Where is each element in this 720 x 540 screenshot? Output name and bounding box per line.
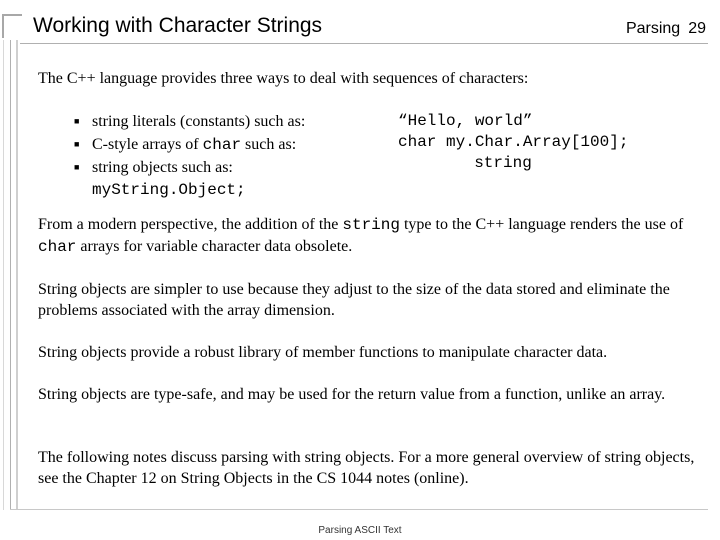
intro-text: The C++ language provides three ways to deal with sequences of characters:	[38, 70, 529, 87]
bullet-list	[74, 111, 305, 201]
section-header	[626, 19, 706, 39]
paragraph-following-notes: The following notes discuss parsing with string objects. For a more general overview of string objects, see the Chapter 12 on String Objects in the CS 1044 notes (online).	[38, 449, 695, 487]
intro-paragraph	[38, 68, 698, 89]
square-bullet-icon: ■	[74, 162, 80, 172]
paragraph-modern-perspective: From a modern perspective, the addition of the string type to the C++ language renders the use of char arrays for variable character data obsolete.	[38, 216, 684, 256]
left-margin-bar	[10, 40, 18, 510]
list-item	[74, 157, 305, 180]
square-bullet-icon: ■	[74, 139, 80, 149]
paragraph-library: String objects provide a robust library of member functions to manipulate character data.	[38, 344, 608, 361]
example-literal: “Hello, world”	[398, 112, 533, 130]
list-item	[74, 134, 305, 157]
corner-frame	[2, 14, 22, 38]
page-number: 29	[688, 20, 706, 37]
list-item	[74, 111, 305, 134]
bullet-text: string objects such as:	[92, 159, 233, 176]
bullet-continuation: myString.Object;	[92, 181, 246, 199]
square-bullet-icon: ■	[74, 116, 80, 126]
bullet-text: C-style arrays of char such as:	[92, 136, 297, 154]
example-char-array: char my.Char.Array[100];	[398, 133, 629, 151]
footer-divider	[10, 509, 708, 510]
header-divider	[20, 43, 708, 44]
code-examples	[398, 111, 638, 174]
left-margin-line	[3, 40, 4, 510]
bullet-text: string literals (constants) such as:	[92, 113, 306, 130]
paragraph-type-safe: String objects are type-safe, and may be used for the return value from a function, unlike an array.	[38, 386, 666, 403]
section-name: Parsing	[625, 20, 681, 37]
footer-text: Parsing ASCII Text	[318, 525, 402, 536]
paragraph-simpler: String objects are simpler to use because they adjust to the size of the data stored and eliminate the problems associated with the array dimension.	[38, 281, 670, 319]
page-title: Working with Character Strings	[33, 14, 323, 37]
example-string: string	[474, 154, 532, 172]
